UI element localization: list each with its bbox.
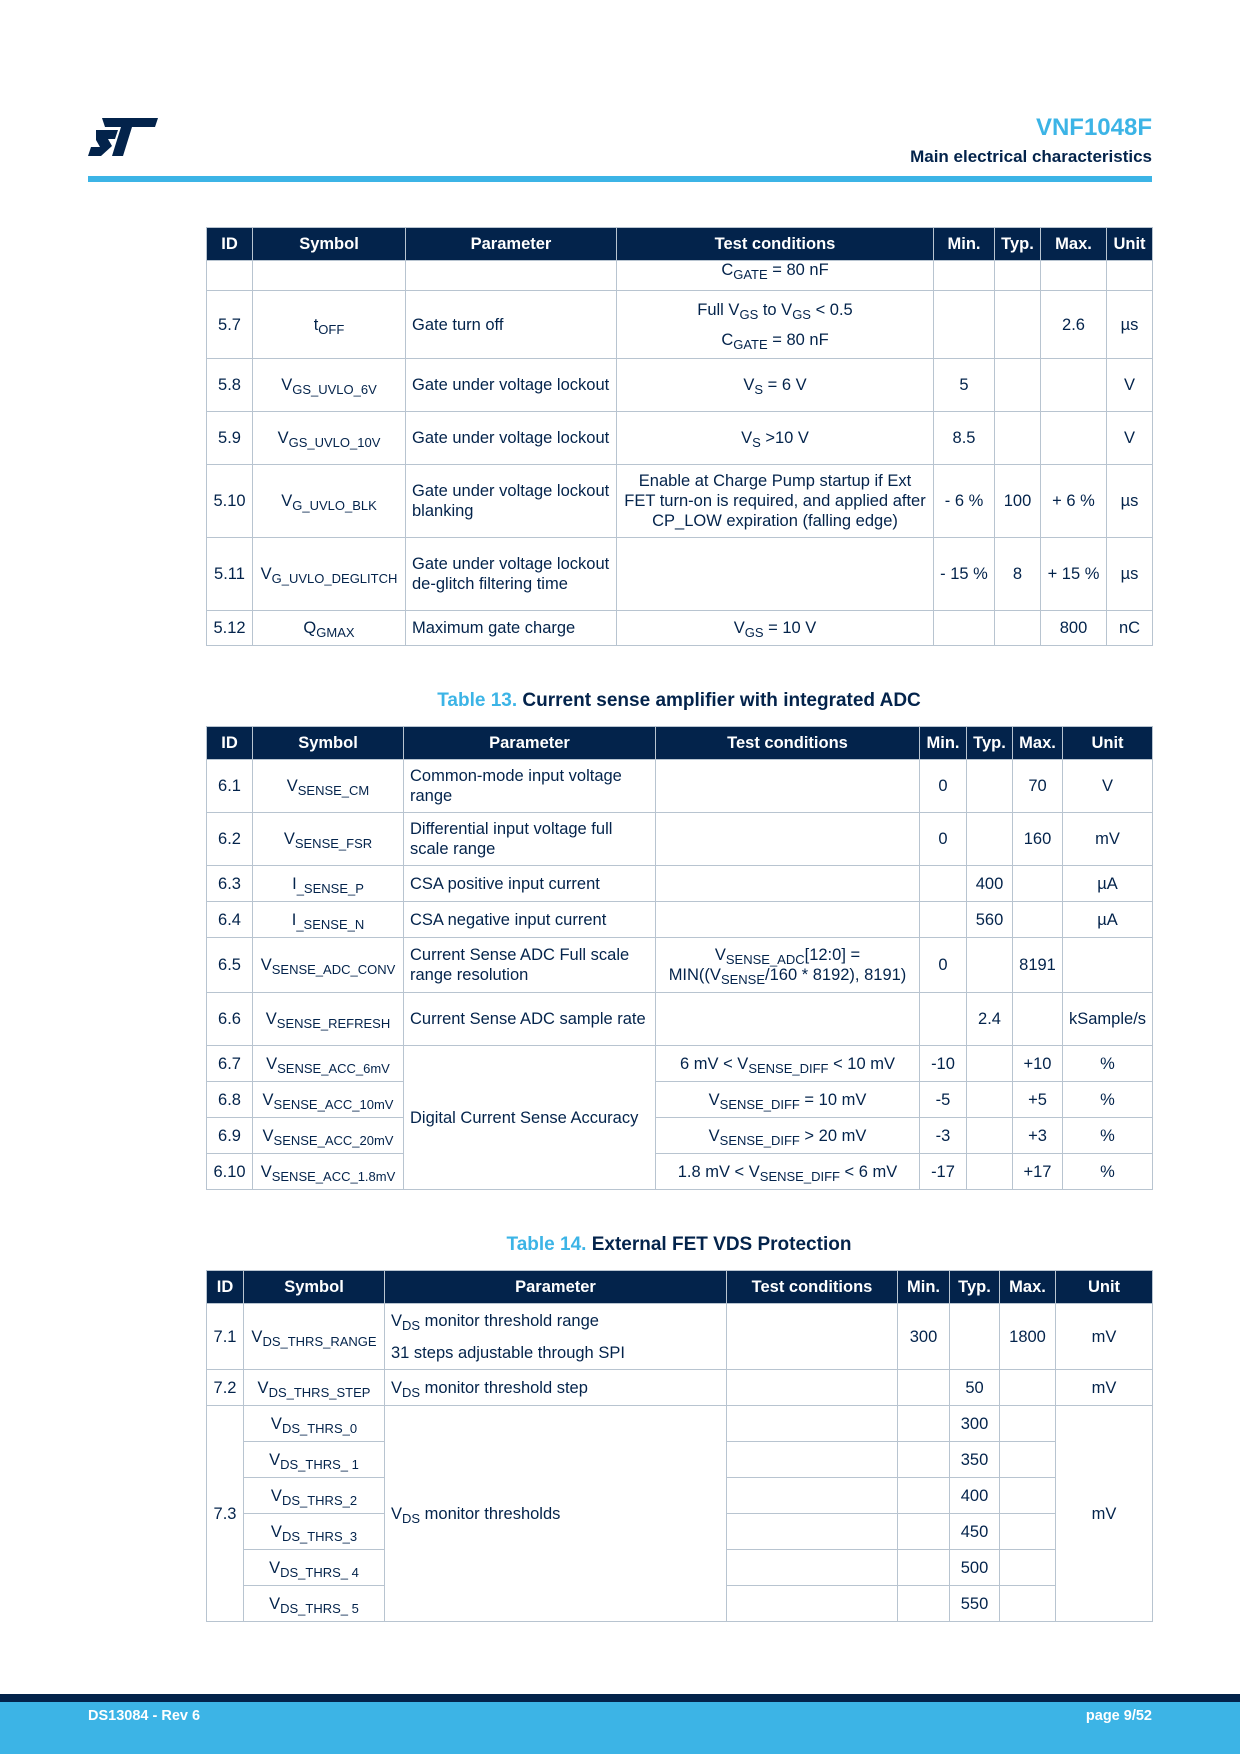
- table-row: $V_{DS\_THRS\_ 5}$ 550: [207, 1586, 1153, 1622]
- symbol: $V_{DS\_THRS\_RANGE}$: [244, 1304, 385, 1370]
- parameter: $V_{DS}$ monitor thresholds: [385, 1406, 727, 1622]
- table-row: 6.3 $I_{\_SENSE\_P}$ CSA positive input current 400 µA: [207, 866, 1153, 902]
- table-row: 5.12 $Q_{GMAX}$ Maximum gate charge $V_{GS} = 10$ V 800 nC: [207, 611, 1153, 646]
- header-rule: [88, 176, 1152, 182]
- st-logo: [88, 118, 158, 156]
- doc-subtitle: Main electrical characteristics: [910, 147, 1152, 166]
- table-vds-protection: [206, 1270, 1153, 1622]
- table-header-row: ID Symbol Parameter Test conditions Min. Typ. Max. Unit: [207, 1271, 1153, 1304]
- test-condition: 6 mV < $V_{SENSE\_DIFF} < 10$ mV: [656, 1046, 920, 1082]
- test-condition: Enable at Charge Pump startup if Ext FET turn-on is required, and applied after CP_LOW expiration (falling edge): [617, 465, 934, 538]
- table-row: 6.9 $V_{SENSE\_ACC\_20mV}$ $V_{SENSE\_DIFF} > 20$ mV -3 +3 %: [207, 1118, 1153, 1154]
- table-current-sense: [206, 726, 1153, 1190]
- symbol: $V_{DS\_THRS\_3}$: [244, 1514, 385, 1550]
- table-14-caption: Table 14. External FET VDS Protection: [506, 1234, 852, 1255]
- symbol: $V_{GS\_UVLO\_10V}$: [253, 412, 406, 465]
- test-condition: Full $V_{GS}$ to $V_{GS} < 0.5$ $C_{GATE} = 80$ nF: [617, 291, 934, 359]
- table-row: 5.8 $V_{GS\_UVLO\_6V}$ Gate under voltage lockout $V_S = 6$ V 5 V: [207, 359, 1153, 412]
- col-typ: Typ.: [995, 228, 1041, 261]
- table-row: 7.1 $V_{DS\_THRS\_RANGE}$ $V_{DS}$ monitor threshold range 31 steps adjustable through SPI 300 1800 mV: [207, 1304, 1153, 1370]
- table-row: 6.10 $V_{SENSE\_ACC\_1.8mV}$ 1.8 mV < $V_{SENSE\_DIFF} < 6$ mV -17 +17 %: [207, 1154, 1153, 1190]
- test-condition: $V_{SENSE\_DIFF} = 10$ mV: [656, 1082, 920, 1118]
- footer-doc-id: DS13084 - Rev 6: [88, 1708, 201, 1724]
- symbol: $V_{SENSE\_ACC\_10mV}$: [253, 1082, 404, 1118]
- symbol: $V_{G\_UVLO\_BLK}$: [253, 465, 406, 538]
- col-unit: Unit: [1107, 228, 1153, 261]
- table-13-caption: Table 13. Current sense amplifier with integrated ADC: [437, 690, 921, 711]
- table-row: 5.9 $V_{GS\_UVLO\_10V}$ Gate under voltage lockout $V_S >10$ V 8.5 V: [207, 412, 1153, 465]
- table-row: 6.8 $V_{SENSE\_ACC\_10mV}$ $V_{SENSE\_DIFF} = 10$ mV -5 +5 %: [207, 1082, 1153, 1118]
- col-parameter: Parameter: [406, 228, 617, 261]
- table-row: 5.10 $V_{G\_UVLO\_BLK}$ Gate under voltage lockout blanking Enable at Charge Pump startup if Ext FET turn-on is required, and applied after CP_LOW expiration (falling edge) - 6 % 100 + 6 % µs: [207, 465, 1153, 538]
- footer-rule: [0, 1694, 1240, 1702]
- table-row: 5.11 $V_{G\_UVLO\_DEGLITCH}$ Gate under voltage lockout de-glitch filtering time - 15 % 8 + 15 % µs: [207, 538, 1153, 611]
- symbol: $V_{SENSE\_ACC\_6mV}$: [253, 1046, 404, 1082]
- col-test-conditions: Test conditions: [617, 228, 934, 261]
- symbol: $V_{DS\_THRS\_STEP}$: [244, 1370, 385, 1406]
- symbol: $V_{SENSE\_ADC\_CONV}$: [253, 938, 404, 993]
- symbol: $V_{SENSE\_ACC\_1.8mV}$: [253, 1154, 404, 1190]
- test-condition: $V_{SENSE\_DIFF} > 20$ mV: [656, 1118, 920, 1154]
- symbol: $V_{DS\_THRS\_0}$: [244, 1406, 385, 1442]
- symbol: $V_{SENSE\_REFRESH}$: [253, 993, 404, 1046]
- symbol: $V_{GS\_UVLO\_6V}$: [253, 359, 406, 412]
- parameter: $V_{DS}$ monitor threshold step: [385, 1370, 727, 1406]
- symbol: $Q_{GMAX}$: [253, 611, 406, 646]
- test-condition: $V_{GS} = 10$ V: [617, 611, 934, 646]
- table-row: $V_{DS\_THRS\_ 4}$ 500: [207, 1550, 1153, 1586]
- col-id: ID: [207, 228, 253, 261]
- test-condition: $V_S = 6$ V: [617, 359, 934, 412]
- table-row: $V_{DS\_THRS\_3}$ 450: [207, 1514, 1153, 1550]
- test-condition: $C_{GATE} = 80$ nF: [617, 261, 934, 291]
- symbol: $t_{OFF}$: [253, 291, 406, 359]
- table-row: 6.6 $V_{SENSE\_REFRESH}$ Current Sense ADC sample rate 2.4 kSample/s: [207, 993, 1153, 1046]
- table-row: 7.2 $V_{DS\_THRS\_STEP}$ $V_{DS}$ monitor threshold step 50 mV: [207, 1370, 1153, 1406]
- table-row: $V_{DS\_THRS\_2}$ 400: [207, 1478, 1153, 1514]
- accuracy-parameter: Digital Current Sense Accuracy: [404, 1046, 656, 1190]
- symbol: $V_{SENSE\_CM}$: [253, 760, 404, 813]
- table-row: [207, 261, 1153, 291]
- table-row: 6.7 $V_{SENSE\_ACC\_6mV}$ Digital Current Sense Accuracy 6 mV < $V_{SENSE\_DIFF} < 10$ mV -10 +10 %: [207, 1046, 1153, 1082]
- table-header-row: ID Symbol Parameter Test conditions Min. Typ. Max. Unit: [207, 727, 1153, 760]
- table-row: 6.1 $V_{SENSE\_CM}$ Common-mode input voltage range 0 70 V: [207, 760, 1153, 813]
- test-condition: 1.8 mV < $V_{SENSE\_DIFF} < 6$ mV: [656, 1154, 920, 1190]
- doc-title: VNF1048F: [1035, 114, 1152, 141]
- test-condition: $V_S >10$ V: [617, 412, 934, 465]
- col-min: Min.: [934, 228, 995, 261]
- symbol: $V_{SENSE\_FSR}$: [253, 813, 404, 866]
- table-row: 6.4 $I_{\_SENSE\_N}$ CSA negative input current 560 µA: [207, 902, 1153, 938]
- table-row: $V_{DS\_THRS\_ 1}$ 350: [207, 1442, 1153, 1478]
- symbol: $V_{G\_UVLO\_DEGLITCH}$: [253, 538, 406, 611]
- col-symbol: Symbol: [253, 228, 406, 261]
- table-row: 6.2 $V_{SENSE\_FSR}$ Differential input voltage full scale range 0 160 mV: [207, 813, 1153, 866]
- table-gate-driver-continued: [206, 227, 1153, 646]
- symbol: $V_{DS\_THRS\_ 4}$: [244, 1550, 385, 1586]
- parameter: $V_{DS}$ monitor threshold range 31 steps adjustable through SPI: [385, 1304, 727, 1370]
- symbol: $V_{SENSE\_ACC\_20mV}$: [253, 1118, 404, 1154]
- test-condition: $V_{SENSE\_ADC}[12:0]$ = $MIN((V_{SENSE}/160 * 8192)$, 8191): [656, 938, 920, 993]
- symbol: $V_{DS\_THRS\_2}$: [244, 1478, 385, 1514]
- symbol: $V_{DS\_THRS\_ 5}$: [244, 1586, 385, 1622]
- table-row: 5.7 $t_{OFF}$ Gate turn off Full $V_{GS}$ to $V_{GS} < 0.5$ $C_{GATE} = 80$ nF 2.6 µs: [207, 291, 1153, 359]
- table-row: 7.3 $V_{DS\_THRS\_0}$ $V_{DS}$ monitor thresholds 300 mV: [207, 1406, 1153, 1442]
- footer-page-number: page 9/52: [1085, 1708, 1152, 1724]
- table-row: 6.5 $V_{SENSE\_ADC\_CONV}$ Current Sense ADC Full scale range resolution $V_{SENSE\_ADC}[12:0]$ = $MIN((V_{SENSE}/160 * 8192)$, 8191) 0 8191: [207, 938, 1153, 993]
- symbol: $I_{\_SENSE\_P}$: [253, 866, 404, 902]
- symbol: $I_{\_SENSE\_N}$: [253, 902, 404, 938]
- table-header-row: [207, 228, 1153, 261]
- col-max: Max.: [1041, 228, 1107, 261]
- test-condition: [617, 538, 934, 611]
- symbol: $V_{DS\_THRS\_ 1}$: [244, 1442, 385, 1478]
